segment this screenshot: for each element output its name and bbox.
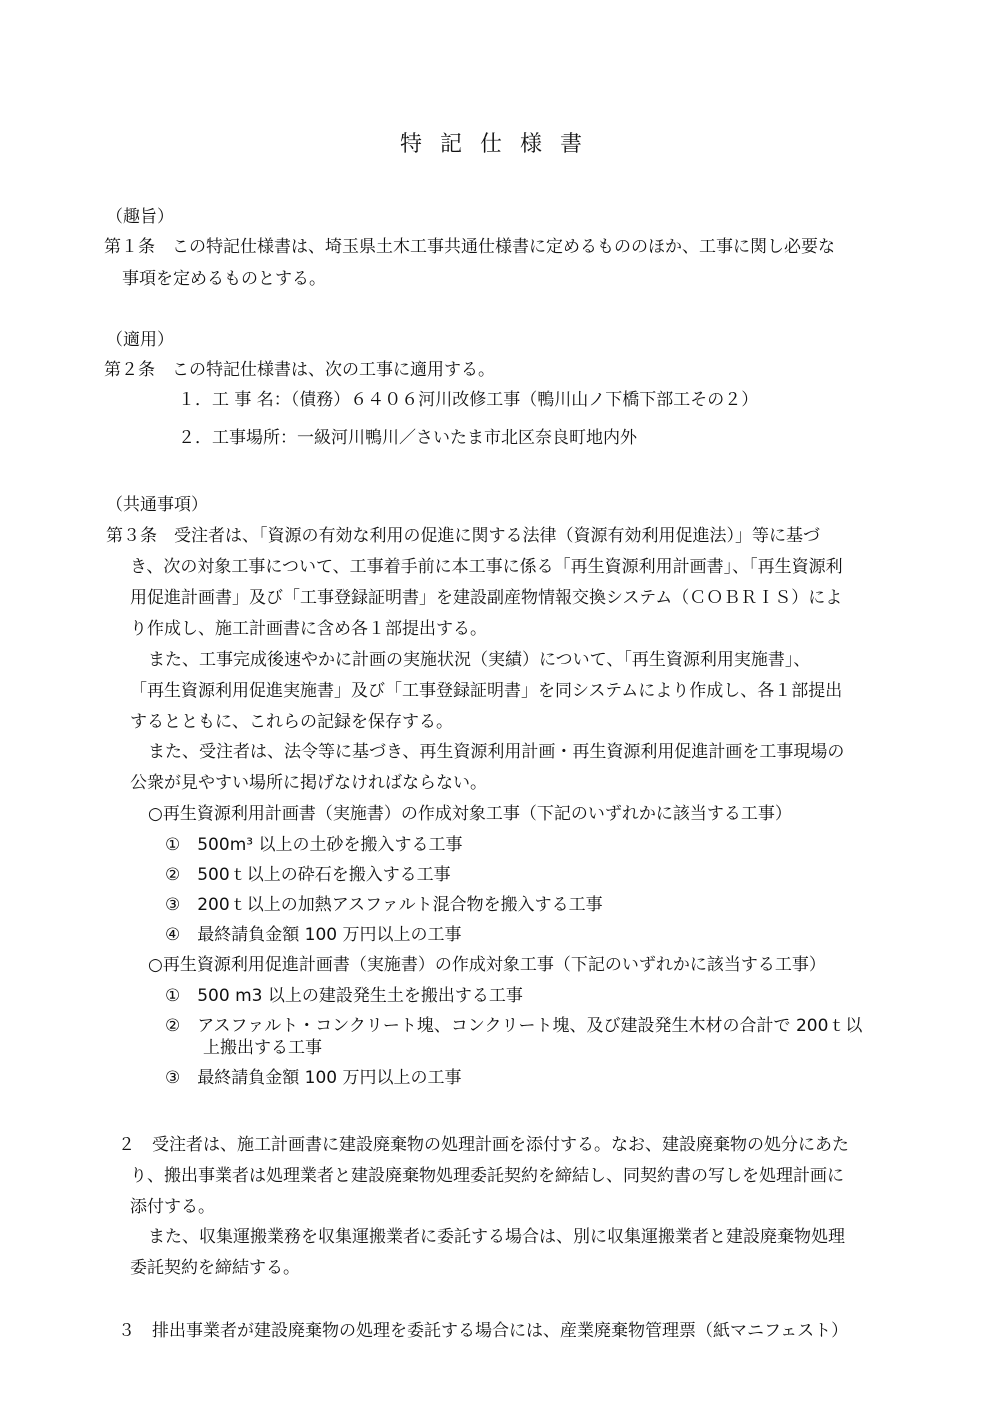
text-line: （適用）	[106, 330, 174, 350]
text-line: 用促進計画書」及び「工事登録証明書」を建設副産物情報交換システム（ＣＯＢＲＩＳ）によ	[130, 588, 843, 608]
text-line: ① 500m³ 以上の土砂を搬入する工事	[165, 835, 463, 855]
text-line: 第３条 受注者は、「資源の有効な利用の促進に関する法律（資源有効利用促進法）」等に基づ	[106, 526, 820, 546]
text-line: １．工 事 名：（債務）６４０６河川改修工事（鴨川山ノ下橋下部工その２）	[178, 390, 759, 410]
text-line: （共通事項）	[106, 495, 208, 515]
text-line: ② アスファルト・コンクリート塊、コンクリート塊、及び建設発生木材の合計で 200ｔ以	[165, 1016, 863, 1036]
text-line: り作成し、施工計画書に含め各１部提出する。	[130, 619, 487, 639]
text-line: ２ 受注者は、施工計画書に建設廃棄物の処理計画を添付する。なお、建設廃棄物の処分にあた	[118, 1135, 849, 1155]
text-line: ③ 最終請負金額 100 万円以上の工事	[165, 1068, 462, 1088]
text-line: また、収集運搬業務を収集運搬業者に委託する場合は、別に収集運搬業者と建設廃棄物処理	[148, 1227, 845, 1247]
text-line: ○再生資源利用促進計画書（実施書）の作成対象工事（下記のいずれかに該当する工事）	[148, 955, 826, 975]
text-line: また、工事完成後速やかに計画の実施状況（実績）について、「再生資源利用実施書」、	[148, 650, 811, 670]
text-line: 第１条 この特記仕様書は、埼玉県土木工事共通仕様書に定めるもののほか、工事に関し必要な	[104, 237, 835, 257]
text-line: き、次の対象工事について、工事着手前に本工事に係る「再生資源利用計画書」、「再生資源利	[130, 557, 843, 577]
text-line: 事項を定めるものとする。	[122, 269, 326, 289]
text-line: ② 500ｔ以上の砕石を搬入する工事	[165, 865, 451, 885]
text-line: するとともに、これらの記録を保存する。	[130, 712, 453, 732]
text-line: また、受注者は、法令等に基づき、再生資源利用計画・再生資源利用促進計画を工事現場の	[148, 742, 845, 762]
text-line: ２．工事場所：一級河川鴨川／さいたま市北区奈良町地内外	[178, 428, 637, 448]
text-line: 「再生資源利用促進実施書」及び「工事登録証明書」を同システムにより作成し、各１部提出	[130, 681, 843, 701]
page-title: 特記仕様書	[399, 132, 600, 157]
text-line: ④ 最終請負金額 100 万円以上の工事	[165, 925, 462, 945]
text-line: 添付する。	[130, 1197, 215, 1217]
text-line: 委託契約を締結する。	[130, 1258, 300, 1278]
text-line: （趣旨）	[106, 207, 174, 227]
text-line: ③ 200ｔ以上の加熱アスファルト混合物を搬入する工事	[165, 895, 603, 915]
text-line: ○再生資源利用計画書（実施書）の作成対象工事（下記のいずれかに該当する工事）	[148, 804, 792, 824]
text-line: 上搬出する工事	[203, 1038, 322, 1058]
text-line: 第２条 この特記仕様書は、次の工事に適用する。	[104, 360, 495, 380]
text-line: ３ 排出事業者が建設廃棄物の処理を委託する場合には、産業廃棄物管理票（紙マニフェスト）	[118, 1321, 849, 1341]
text-line: 公衆が見やすい場所に掲げなければならない。	[130, 773, 487, 793]
text-line: り、搬出事業者は処理業者と建設廃棄物処理委託契約を締結し、同契約書の写しを処理計画に	[130, 1166, 844, 1186]
text-line: ① 500 m3 以上の建設発生土を搬出する工事	[165, 986, 523, 1006]
